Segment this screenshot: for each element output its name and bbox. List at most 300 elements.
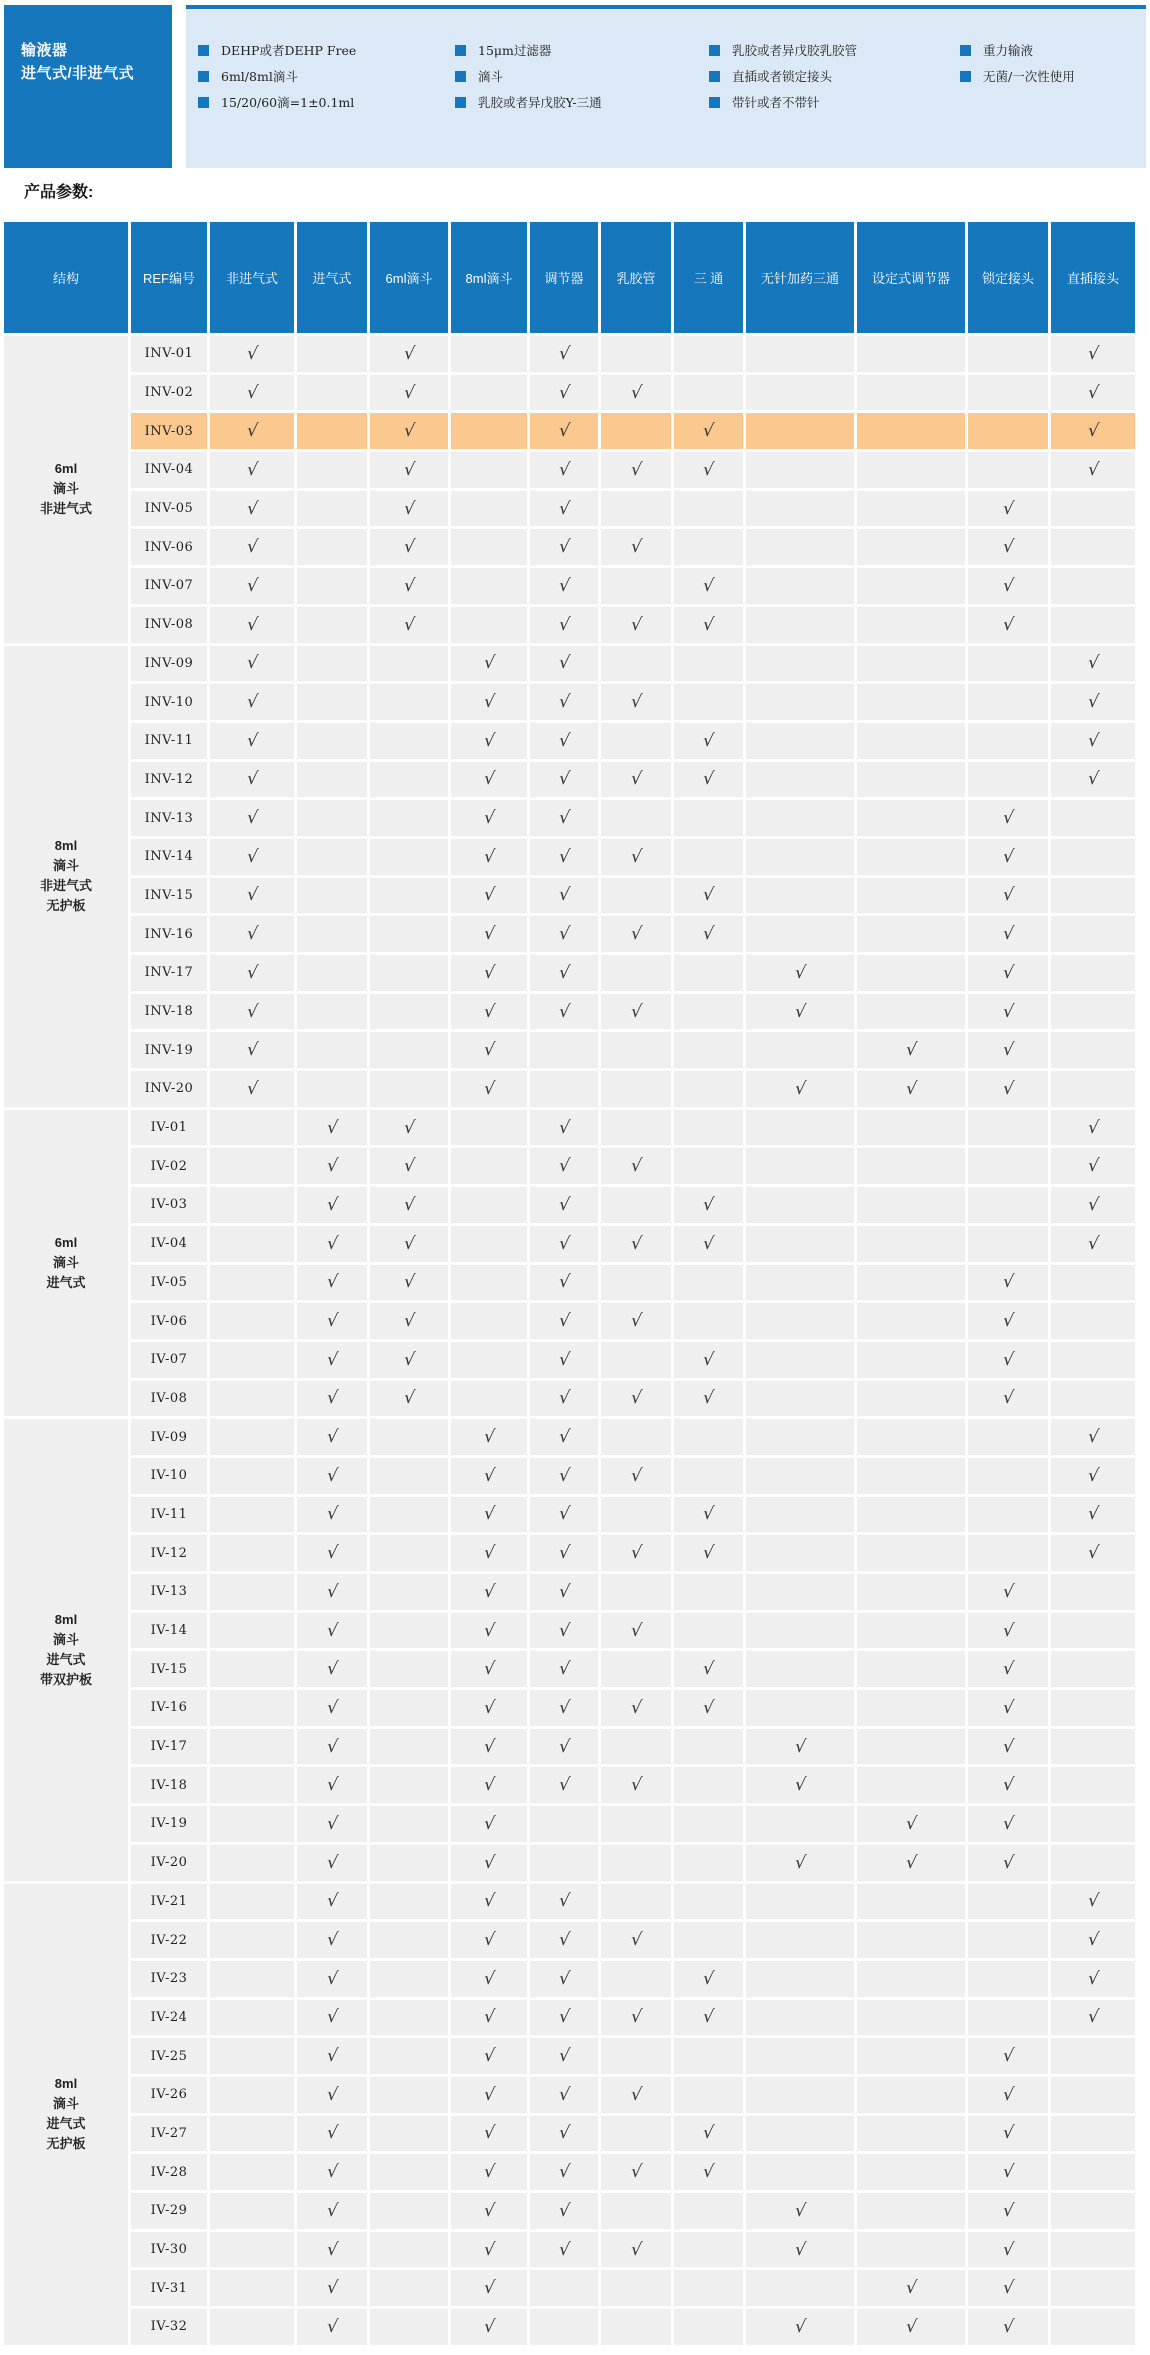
check-icon: √ (1001, 1813, 1015, 1834)
feature-cell (746, 2270, 854, 2306)
table-head (4, 222, 1135, 333)
feature-cell (451, 2309, 527, 2345)
check-icon: √ (245, 382, 259, 403)
feature-cell (210, 1342, 294, 1378)
feature-cell (451, 1729, 527, 1765)
feature-cell (530, 2038, 598, 2074)
feature-cell (530, 762, 598, 798)
check-icon: √ (629, 1001, 643, 1022)
table-row[interactable] (4, 1071, 1135, 1107)
table-row[interactable] (4, 1497, 1135, 1533)
table-row[interactable] (4, 2077, 1135, 2113)
check-icon: √ (557, 2046, 571, 2067)
feature-cell (370, 1613, 448, 1649)
feature-cell (968, 1767, 1048, 1803)
feature-cell (601, 413, 671, 449)
check-icon: √ (1001, 1659, 1015, 1680)
check-icon: √ (482, 1659, 496, 1680)
check-icon: √ (702, 2162, 715, 2183)
table-row[interactable] (4, 2193, 1135, 2229)
feature-cell (370, 2116, 448, 2152)
check-icon: √ (402, 614, 416, 635)
feature-cell (370, 994, 448, 1030)
check-icon: √ (629, 1465, 643, 1486)
feature-cell (297, 1419, 367, 1455)
feature-cell (1051, 1187, 1135, 1223)
feature-cell (530, 336, 598, 372)
structure-group-label-line: 滴斗 (52, 1631, 79, 1647)
check-icon: √ (557, 1697, 571, 1718)
table-row[interactable] (4, 2000, 1135, 2036)
table-row[interactable] (4, 1265, 1135, 1301)
bullet-item (960, 63, 1146, 89)
feature-cell (746, 1071, 854, 1107)
table-row[interactable] (4, 2270, 1135, 2306)
feature-cell (210, 2309, 294, 2345)
feature-cell (746, 684, 854, 720)
table-row[interactable] (4, 2309, 1135, 2345)
feature-cell (297, 955, 367, 991)
feature-cell (530, 568, 598, 604)
feature-cell (601, 839, 671, 875)
feature-cell (210, 336, 294, 372)
check-icon: √ (325, 1504, 339, 1525)
feature-cell (1051, 1884, 1135, 1920)
feature-cell (674, 2077, 743, 2113)
feature-cell (674, 1187, 743, 1223)
check-icon: √ (325, 2084, 339, 2105)
feature-cell (297, 1845, 367, 1881)
feature-cell (1051, 1110, 1135, 1146)
check-icon: √ (702, 1504, 715, 1525)
ref-cell: IV-22 (131, 1922, 207, 1958)
feature-cell (451, 1497, 527, 1533)
check-icon: √ (904, 2316, 918, 2337)
structure-group-label-line: 8ml (54, 1611, 78, 1627)
check-icon: √ (793, 1852, 807, 1873)
table-row[interactable] (4, 1806, 1135, 1842)
check-icon: √ (793, 1736, 807, 1757)
check-icon: √ (1001, 2084, 1015, 2105)
table-row[interactable] (4, 1458, 1135, 1494)
bullet-column (455, 37, 709, 168)
table-row[interactable] (4, 375, 1135, 411)
table-row[interactable] (4, 878, 1135, 914)
check-icon: √ (482, 1001, 496, 1022)
table-row[interactable] (4, 1922, 1135, 1958)
feature-cell (601, 1767, 671, 1803)
feature-cell (674, 646, 743, 682)
feature-cell (530, 1767, 598, 1803)
check-icon: √ (1001, 1349, 1015, 1370)
feature-cell (370, 2193, 448, 2229)
table-row[interactable] (4, 1651, 1135, 1687)
check-icon: √ (557, 1891, 571, 1912)
check-icon: √ (482, 692, 496, 713)
table-row[interactable] (4, 723, 1135, 759)
check-icon: √ (702, 1194, 715, 1215)
feature-cell (674, 762, 743, 798)
feature-cell (857, 2232, 965, 2268)
table-row[interactable] (4, 1845, 1135, 1881)
check-icon: √ (557, 382, 571, 403)
check-icon: √ (402, 537, 416, 558)
check-icon: √ (245, 653, 259, 674)
feature-cell (674, 568, 743, 604)
feature-cell (210, 2077, 294, 2113)
feature-cell (674, 375, 743, 411)
structure-group-cell (4, 1110, 128, 1417)
column-header-feature-3: 8ml滴斗 (451, 222, 527, 333)
table-row[interactable] (4, 1303, 1135, 1339)
feature-cell (297, 2116, 367, 2152)
table-row[interactable] (4, 2232, 1135, 2268)
check-icon: √ (325, 1697, 339, 1718)
feature-cell (530, 723, 598, 759)
structure-group-label-line: 进气式 (46, 1651, 86, 1667)
feature-cell (968, 336, 1048, 372)
feature-cell (370, 491, 448, 527)
table-row[interactable] (4, 1767, 1135, 1803)
table-row[interactable] (4, 413, 1135, 449)
feature-cell (601, 607, 671, 643)
table-row[interactable] (4, 568, 1135, 604)
feature-cell (601, 2077, 671, 2113)
check-icon: √ (245, 846, 259, 867)
table-row[interactable] (4, 762, 1135, 798)
table-row[interactable] (4, 1690, 1135, 1726)
ref-cell: INV-02 (131, 375, 207, 411)
feature-cell (451, 1535, 527, 1571)
check-icon: √ (245, 1078, 259, 1099)
feature-cell (601, 1613, 671, 1649)
table-row[interactable] (4, 1535, 1135, 1571)
feature-cell (370, 1458, 448, 1494)
table-row[interactable] (4, 1226, 1135, 1262)
feature-cell (370, 878, 448, 914)
feature-cell (451, 1419, 527, 1455)
feature-cell (530, 2000, 598, 2036)
feature-cell (451, 1574, 527, 1610)
feature-cell (674, 2038, 743, 2074)
table-row[interactable] (4, 1342, 1135, 1378)
feature-cell (451, 646, 527, 682)
feature-cell (1051, 878, 1135, 914)
check-icon: √ (325, 1852, 339, 1873)
check-icon: √ (325, 2046, 339, 2067)
ref-cell: IV-10 (131, 1458, 207, 1494)
check-icon: √ (557, 1156, 571, 1177)
check-icon: √ (629, 537, 643, 558)
table-row[interactable] (4, 2116, 1135, 2152)
check-icon: √ (629, 1156, 643, 1177)
ref-cell: IV-15 (131, 1651, 207, 1687)
feature-cell (746, 1690, 854, 1726)
feature-cell (857, 839, 965, 875)
check-icon: √ (325, 1272, 339, 1293)
check-icon: √ (482, 2007, 496, 2028)
feature-cell (674, 1729, 743, 1765)
feature-cell (370, 2270, 448, 2306)
feature-cell (857, 1497, 965, 1533)
feature-cell (674, 839, 743, 875)
feature-cell (210, 1032, 294, 1068)
feature-cell (1051, 839, 1135, 875)
bullet-item-label: 重力输液 (983, 43, 1034, 58)
feature-cell (857, 1651, 965, 1687)
feature-cell (746, 1148, 854, 1184)
feature-cell (746, 1535, 854, 1571)
feature-cell (601, 1729, 671, 1765)
check-icon: √ (557, 421, 571, 442)
feature-cell (1051, 1381, 1135, 1417)
feature-cell (746, 1419, 854, 1455)
check-icon: √ (557, 885, 571, 906)
check-icon: √ (325, 1427, 339, 1448)
feature-cell (297, 2000, 367, 2036)
feature-cell (746, 529, 854, 565)
feature-cell (674, 916, 743, 952)
feature-cell (674, 1922, 743, 1958)
feature-cell (746, 1265, 854, 1301)
feature-cell (370, 1574, 448, 1610)
check-icon: √ (402, 1156, 416, 1177)
feature-cell (1051, 1148, 1135, 1184)
feature-cell (1051, 2193, 1135, 2229)
feature-cell (210, 994, 294, 1030)
table-row[interactable] (4, 1419, 1135, 1455)
table-row[interactable] (4, 955, 1135, 991)
table-row[interactable] (4, 684, 1135, 720)
table-row[interactable] (4, 452, 1135, 488)
feature-cell (746, 1884, 854, 1920)
feature-cell (857, 1574, 965, 1610)
check-icon: √ (482, 1930, 496, 1951)
feature-cell (1051, 1961, 1135, 1997)
check-icon: √ (1001, 2200, 1015, 2221)
feature-cell (857, 2309, 965, 2345)
feature-cell (297, 1729, 367, 1765)
check-icon: √ (482, 2123, 496, 2144)
bullet-item (198, 89, 455, 115)
bullet-column (960, 37, 1146, 168)
table-row[interactable] (4, 646, 1135, 682)
check-icon: √ (702, 1659, 715, 1680)
feature-cell (601, 2154, 671, 2190)
check-icon: √ (1001, 2316, 1015, 2337)
check-icon: √ (1001, 1078, 1015, 1099)
check-icon: √ (557, 1659, 571, 1680)
table-row[interactable] (4, 607, 1135, 643)
feature-cell (530, 1613, 598, 1649)
feature-cell (968, 1574, 1048, 1610)
ref-cell: INV-19 (131, 1032, 207, 1068)
check-icon: √ (702, 1349, 715, 1370)
check-icon: √ (702, 614, 715, 635)
feature-cell (530, 491, 598, 527)
feature-cell (451, 1032, 527, 1068)
check-icon: √ (1001, 1388, 1015, 1409)
feature-cell (746, 336, 854, 372)
check-icon: √ (557, 1465, 571, 1486)
table-row[interactable] (4, 1032, 1135, 1068)
feature-cell (370, 2000, 448, 2036)
feature-cell (1051, 1032, 1135, 1068)
check-icon: √ (702, 1968, 715, 1989)
ref-cell: IV-25 (131, 2038, 207, 2074)
feature-cell (297, 568, 367, 604)
table-row[interactable] (4, 491, 1135, 527)
check-icon: √ (325, 2278, 339, 2299)
check-icon: √ (1001, 924, 1015, 945)
feature-cell (968, 1458, 1048, 1494)
feature-cell (370, 684, 448, 720)
check-icon: √ (557, 459, 571, 480)
feature-cell (1051, 646, 1135, 682)
check-icon: √ (245, 692, 259, 713)
check-icon: √ (557, 730, 571, 751)
ref-cell: INV-08 (131, 607, 207, 643)
feature-cell (857, 723, 965, 759)
check-icon: √ (482, 924, 496, 945)
table-row[interactable] (4, 800, 1135, 836)
check-icon: √ (1001, 1001, 1015, 1022)
check-icon: √ (1001, 2123, 1015, 2144)
feature-cell (746, 955, 854, 991)
table-row[interactable] (4, 1613, 1135, 1649)
feature-cell (1051, 1767, 1135, 1803)
feature-cell (674, 1961, 743, 1997)
feature-cell (530, 1342, 598, 1378)
feature-cell (210, 2038, 294, 2074)
table-row[interactable] (4, 1110, 1135, 1146)
feature-cell (601, 762, 671, 798)
check-icon: √ (629, 2239, 643, 2260)
check-icon: √ (1001, 1775, 1015, 1796)
feature-cell (1051, 413, 1135, 449)
feature-cell (746, 1651, 854, 1687)
table-row[interactable] (4, 2038, 1135, 2074)
feature-cell (857, 916, 965, 952)
feature-cell (601, 1497, 671, 1533)
table-row[interactable] (4, 994, 1135, 1030)
check-icon: √ (629, 1543, 643, 1564)
structure-group-label-line: 非进气式 (39, 878, 92, 894)
feature-cell (857, 684, 965, 720)
check-icon: √ (482, 1620, 496, 1641)
feature-cell (857, 955, 965, 991)
feature-cell (968, 2270, 1048, 2306)
feature-cell (968, 2000, 1048, 2036)
structure-group-label-line: 进气式 (46, 1275, 86, 1290)
feature-cell (1051, 1458, 1135, 1494)
table-row[interactable] (4, 1148, 1135, 1184)
feature-cell (674, 336, 743, 372)
table-row[interactable] (4, 1187, 1135, 1223)
check-icon: √ (1001, 1736, 1015, 1757)
check-icon: √ (1086, 459, 1100, 480)
feature-cell (857, 491, 965, 527)
check-icon: √ (1001, 846, 1015, 867)
feature-cell (968, 1845, 1048, 1881)
feature-cell (674, 1458, 743, 1494)
table-row[interactable] (4, 1381, 1135, 1417)
feature-cell (674, 684, 743, 720)
feature-cell (370, 1767, 448, 1803)
table-row[interactable] (4, 2154, 1135, 2190)
table-row[interactable] (4, 529, 1135, 565)
table-row[interactable] (4, 336, 1135, 372)
feature-cell (746, 1574, 854, 1610)
feature-cell (601, 800, 671, 836)
feature-cell (857, 2038, 965, 2074)
feature-cell (674, 800, 743, 836)
feature-cell (601, 1303, 671, 1339)
feature-cell (857, 2116, 965, 2152)
check-icon: √ (1001, 1311, 1015, 1332)
feature-cell (297, 1767, 367, 1803)
check-icon: √ (557, 808, 571, 829)
table-row[interactable] (4, 1884, 1135, 1920)
check-icon: √ (1086, 1194, 1100, 1215)
feature-cell (857, 878, 965, 914)
feature-cell (1051, 1226, 1135, 1262)
table-row[interactable] (4, 1729, 1135, 1765)
structure-group-label-line: 6ml (54, 1235, 78, 1250)
check-icon: √ (402, 1311, 416, 1332)
feature-cell (297, 1381, 367, 1417)
feature-cell (746, 2154, 854, 2190)
check-icon: √ (482, 1697, 496, 1718)
check-icon: √ (482, 1543, 496, 1564)
table-row[interactable] (4, 1961, 1135, 1997)
ref-cell: INV-17 (131, 955, 207, 991)
feature-cell (530, 684, 598, 720)
check-icon: √ (402, 498, 416, 519)
ref-cell: IV-13 (131, 1574, 207, 1610)
feature-cell (1051, 529, 1135, 565)
ref-cell: INV-04 (131, 452, 207, 488)
check-icon: √ (245, 459, 259, 480)
feature-cell (857, 1613, 965, 1649)
feature-cell (674, 1419, 743, 1455)
feature-cell (210, 1729, 294, 1765)
check-icon: √ (245, 730, 259, 751)
feature-cell (370, 1845, 448, 1881)
bullet-item-label: 乳胶或者异戊胶Y-三通 (478, 95, 602, 110)
feature-cell (297, 1884, 367, 1920)
check-icon: √ (1001, 1852, 1015, 1873)
feature-cell (297, 2232, 367, 2268)
ref-cell: IV-03 (131, 1187, 207, 1223)
check-icon: √ (1001, 1040, 1015, 1061)
feature-cell (297, 1032, 367, 1068)
feature-cell (601, 1961, 671, 1997)
table-row[interactable] (4, 1574, 1135, 1610)
feature-cell (451, 375, 527, 411)
feature-cell (451, 916, 527, 952)
feature-cell (968, 1690, 1048, 1726)
feature-cell (1051, 1690, 1135, 1726)
table-row[interactable] (4, 839, 1135, 875)
bullet-square-icon (709, 71, 720, 82)
bullet-column (198, 37, 455, 168)
check-icon: √ (629, 382, 643, 403)
check-icon: √ (325, 1581, 339, 1602)
bullet-item (198, 63, 455, 89)
check-icon: √ (702, 2007, 715, 2028)
table-row[interactable] (4, 916, 1135, 952)
